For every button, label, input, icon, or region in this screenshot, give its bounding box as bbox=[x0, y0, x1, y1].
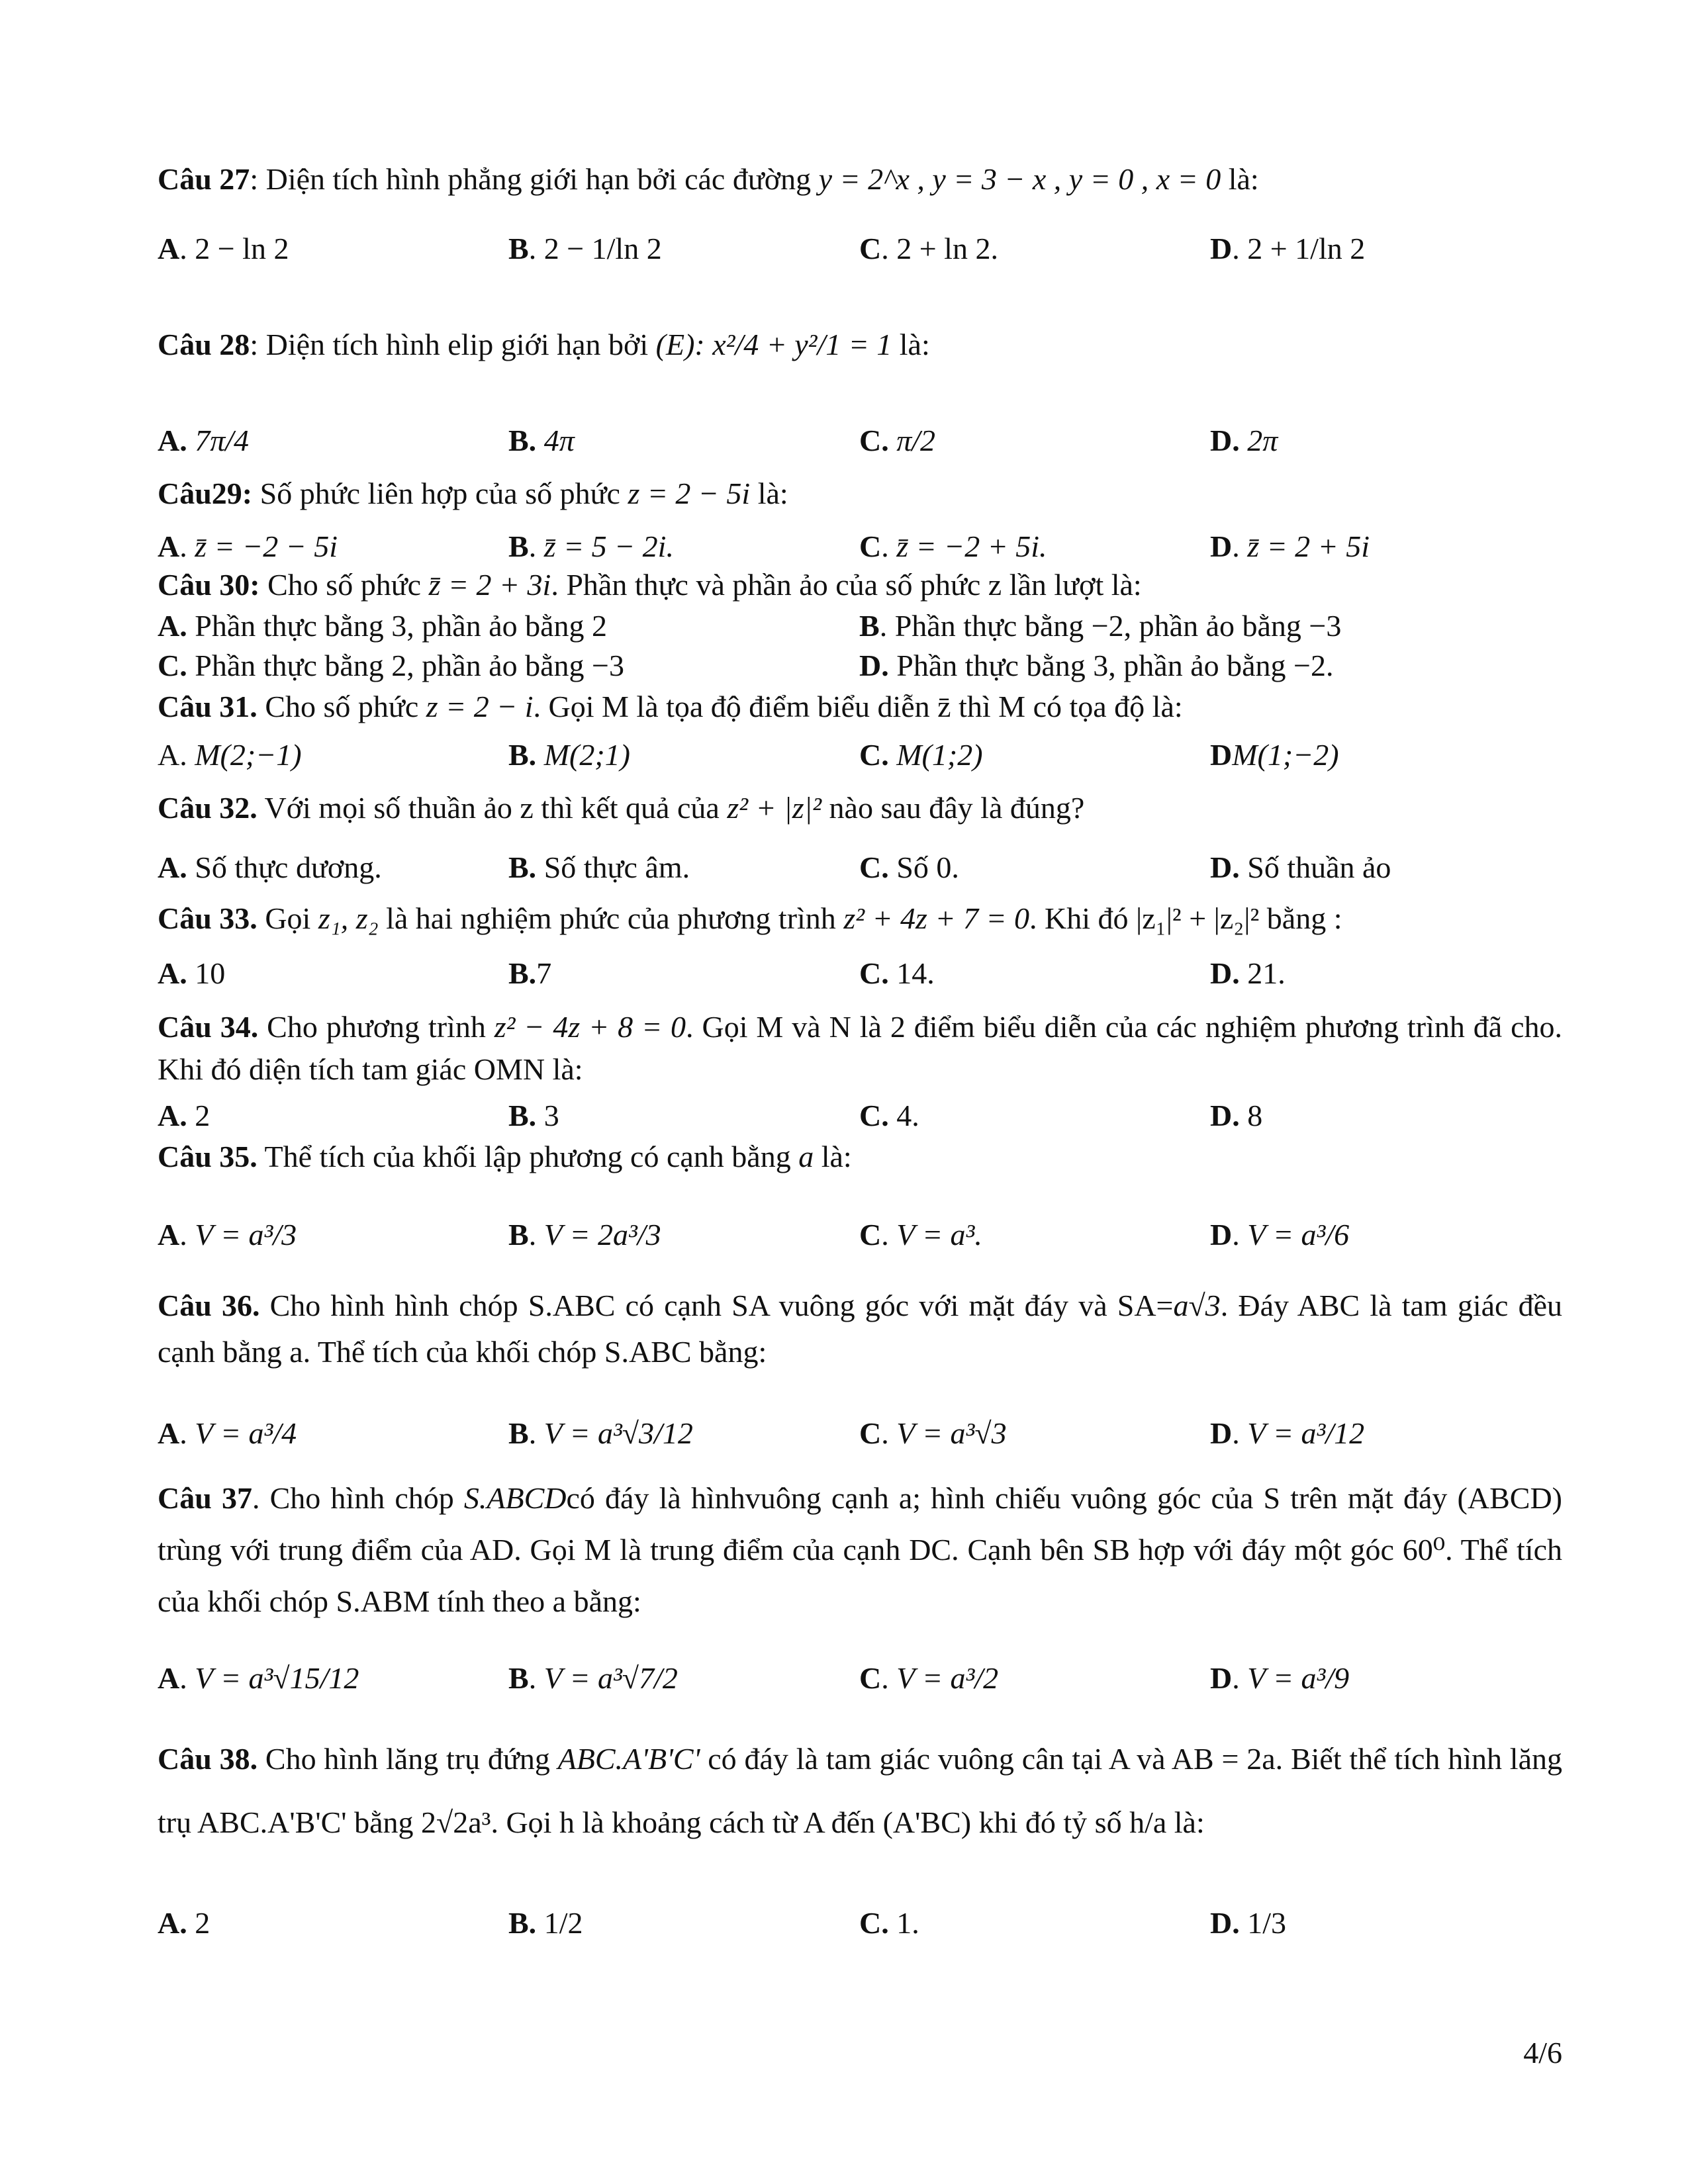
option-b: B. 7 bbox=[508, 956, 552, 990]
option-a: A. 2 bbox=[158, 1098, 211, 1132]
question-32 bbox=[158, 791, 1562, 826]
question-35 bbox=[158, 1140, 1562, 1175]
options-27 bbox=[158, 199, 1562, 298]
question-label: Câu 27 bbox=[158, 162, 250, 196]
option-b: B . 2 − 1/ln 2 bbox=[508, 231, 662, 265]
options-37 bbox=[158, 1628, 1562, 1727]
question-equation: z² + |z|² bbox=[727, 791, 822, 825]
question-equation: z² − 4z + 8 = 0 bbox=[494, 1010, 686, 1044]
question-38 bbox=[158, 1727, 1562, 1854]
question-33 bbox=[158, 901, 1562, 936]
page-number: 4/6 bbox=[1523, 2036, 1562, 2070]
options-32 bbox=[158, 844, 1562, 890]
option-c: C . V = a³. bbox=[859, 1217, 982, 1251]
option-c: C. 4. bbox=[859, 1098, 919, 1132]
question-30 bbox=[158, 568, 1562, 603]
options-30-row1 bbox=[158, 606, 1562, 645]
options-34 bbox=[158, 1092, 1562, 1138]
option-a: A. 2 bbox=[158, 1905, 211, 1940]
question-text-mid: là hai nghiệm phức của phương trình bbox=[378, 901, 844, 935]
question-label: Câu 36. bbox=[158, 1289, 260, 1322]
option-b: B . V = 2a³/3 bbox=[508, 1217, 661, 1251]
option-b: B . Phần thực bằng −2, phần ảo bằng −3 bbox=[859, 608, 1342, 643]
question-text: Số phức liên hợp của số phức bbox=[252, 477, 628, 510]
question-label: Câu 38. bbox=[158, 1742, 258, 1776]
question-text: Cho phương trình bbox=[258, 1010, 494, 1044]
question-text-end: nào sau đây là đúng? bbox=[821, 791, 1085, 825]
question-label: Câu 30: bbox=[158, 568, 260, 602]
option-b: B. Số thực âm. bbox=[508, 850, 690, 884]
option-c: C. 14. bbox=[859, 956, 935, 990]
option-d: D. 1/3 bbox=[1210, 1905, 1287, 1940]
option-d: D. Phần thực bằng 3, phần ảo bằng −2. bbox=[859, 648, 1334, 682]
option-c: C. π/2 bbox=[859, 423, 936, 457]
question-equation: z = 2 − 5i bbox=[628, 477, 751, 510]
option-b: B . V = a³√7/2 bbox=[508, 1661, 678, 1695]
option-a: A . 2 − ln 2 bbox=[158, 231, 289, 265]
options-28 bbox=[158, 390, 1562, 490]
question-label: Câu 37 bbox=[158, 1481, 252, 1515]
question-label: Câu 35. bbox=[158, 1140, 258, 1173]
option-a: A . V = a³/3 bbox=[158, 1217, 297, 1251]
option-a: A. M(2;−1) bbox=[158, 737, 302, 772]
option-c: C . 2 + ln 2. bbox=[859, 231, 998, 265]
question-text: Thể tích của khối lập phương có cạnh bằng bbox=[257, 1140, 799, 1173]
question-text-end: . Khi đó |z₁|² + |z₂|² bằng : bbox=[1029, 901, 1342, 935]
option-d: D M(1;−2) bbox=[1210, 737, 1339, 772]
question-29 bbox=[158, 477, 1562, 512]
option-d: D . z̄ = 2 + 5i bbox=[1210, 529, 1370, 563]
options-31 bbox=[158, 731, 1562, 778]
question-label: Câu 28 bbox=[158, 328, 250, 361]
question-36 bbox=[158, 1283, 1562, 1375]
option-d: D. 8 bbox=[1210, 1098, 1263, 1132]
question-text-end: có đáy là tam giác vuông cân tại A và AB = 2a. Biết thể tích hình lăng trụ ABC.A'B'C' bằng 2√2a³. Gọi h là khoảng cách từ A đến (A'BC) khi đó tỷ số h/a là: bbox=[158, 1742, 1562, 1839]
option-b: B . V = a³√3/12 bbox=[508, 1416, 693, 1450]
option-c: C. 1. bbox=[859, 1905, 919, 1940]
question-28 bbox=[158, 328, 1562, 363]
option-d: D. 2π bbox=[1210, 423, 1278, 457]
option-b: B. 4π bbox=[508, 423, 575, 457]
question-text-end: . Phần thực và phần ảo của số phức z lần lượt là: bbox=[551, 568, 1142, 602]
options-29 bbox=[158, 523, 1562, 569]
options-35 bbox=[158, 1185, 1562, 1284]
question-text: . Cho hình chóp bbox=[252, 1481, 464, 1515]
option-d: D. Số thuần ảo bbox=[1210, 850, 1391, 884]
question-equation: ABC.A'B'C' bbox=[557, 1742, 700, 1776]
option-d: D. 21. bbox=[1210, 956, 1286, 990]
option-c: C. Số 0. bbox=[859, 850, 959, 884]
question-equation: z = 2 − i bbox=[426, 690, 534, 723]
option-b: B . z̄ = 5 − 2i. bbox=[508, 529, 674, 563]
question-text: Cho hình lăng trụ đứng bbox=[258, 1742, 558, 1776]
question-text: Với mọi số thuần ảo z thì kết quả của bbox=[257, 791, 727, 825]
question-text: Cho số phức bbox=[257, 690, 426, 723]
question-equation: z̄ = 2 + 3i bbox=[428, 568, 551, 602]
option-b: B. 1/2 bbox=[508, 1905, 583, 1940]
option-b: B. M(2;1) bbox=[508, 737, 630, 772]
question-label: Câu 34. bbox=[158, 1010, 259, 1044]
option-d: D . V = a³/9 bbox=[1210, 1661, 1350, 1695]
option-a: A. 10 bbox=[158, 956, 226, 990]
option-a: A . V = a³√15/12 bbox=[158, 1661, 359, 1695]
option-d: D . 2 + 1/ln 2 bbox=[1210, 231, 1366, 265]
question-equation: (E): x²/4 + y²/1 = 1 bbox=[655, 328, 892, 361]
question-equation: S.ABCD bbox=[463, 1481, 567, 1515]
question-text: Cho số phức bbox=[259, 568, 429, 602]
question-text-end: . Đáy ABC là tam giác đều cạnh bằng a. Thể tích của khối chóp S.ABC bằng: bbox=[158, 1289, 1563, 1369]
options-36 bbox=[158, 1383, 1562, 1482]
question-text-end: . Gọi M và N là 2 điểm biểu diễn của các nghiệm phương trình đã cho. Khi đó diện tích tam giác OMN là: bbox=[158, 1010, 1563, 1086]
option-c: C. M(1;2) bbox=[859, 737, 983, 772]
option-d: D . V = a³/6 bbox=[1210, 1217, 1350, 1251]
question-text-end: là: bbox=[750, 477, 788, 510]
question-equation: y = 2^x , y = 3 − x , y = 0 , x = 0 bbox=[818, 162, 1221, 196]
question-text-end: có đáy là hìnhvuông cạnh a; hình chiếu vuông góc của S trên mặt đáy (ABCD) trùng với trung điểm của AD. Gọi M là trung điểm của cạnh DC. Cạnh bên SB hợp với đáy một góc 60⁰. Thể tích của khối chóp S.ABM tính theo a bằng: bbox=[158, 1481, 1562, 1618]
option-c: C . V = a³√3 bbox=[859, 1416, 1007, 1450]
question-37 bbox=[158, 1473, 1562, 1627]
question-text-end: . Gọi M là tọa độ điểm biểu diễn z̄ thì M có tọa độ là: bbox=[533, 690, 1183, 723]
option-c: C . V = a³/2 bbox=[859, 1661, 999, 1695]
option-a: A. 7π/4 bbox=[158, 423, 250, 457]
option-a: A. Phần thực bằng 3, phần ảo bằng 2 bbox=[158, 608, 608, 643]
question-label: Câu 33. bbox=[158, 901, 258, 935]
question-equation: a√3 bbox=[1173, 1289, 1221, 1322]
option-a: A . z̄ = −2 − 5i bbox=[158, 529, 338, 563]
question-text: Gọi bbox=[257, 901, 318, 935]
option-a: A. Số thực dương. bbox=[158, 850, 382, 884]
question-34 bbox=[158, 1006, 1562, 1091]
question-equation: z₁, z₂ bbox=[318, 901, 379, 935]
question-equation-2: z² + 4z + 7 = 0 bbox=[843, 901, 1030, 935]
option-d: D . V = a³/12 bbox=[1210, 1416, 1365, 1450]
options-33 bbox=[158, 950, 1562, 996]
question-text: Cho hình hình chóp S.ABC có cạnh SA vuông góc với mặt đáy và SA= bbox=[259, 1289, 1174, 1322]
question-label: Câu 31. bbox=[158, 690, 258, 723]
option-b: B. 3 bbox=[508, 1098, 559, 1132]
question-equation: a bbox=[798, 1140, 814, 1173]
question-text: : Diện tích hình phẳng giới hạn bởi các đường bbox=[250, 162, 819, 196]
question-text-end: là: bbox=[1221, 162, 1259, 196]
option-c: C. Phần thực bằng 2, phần ảo bằng −3 bbox=[158, 648, 624, 682]
question-31 bbox=[158, 690, 1562, 725]
question-text-end: là: bbox=[892, 328, 930, 361]
options-38 bbox=[158, 1873, 1562, 1972]
option-c: C . z̄ = −2 + 5i. bbox=[859, 529, 1047, 563]
question-label: Câu29: bbox=[158, 477, 253, 510]
question-text-end: là: bbox=[814, 1140, 852, 1173]
option-a: A . V = a³/4 bbox=[158, 1416, 297, 1450]
question-text: : Diện tích hình elip giới hạn bởi bbox=[250, 328, 656, 361]
question-label: Câu 32. bbox=[158, 791, 258, 825]
question-27 bbox=[158, 162, 1562, 197]
options-30-row2 bbox=[158, 645, 1562, 685]
